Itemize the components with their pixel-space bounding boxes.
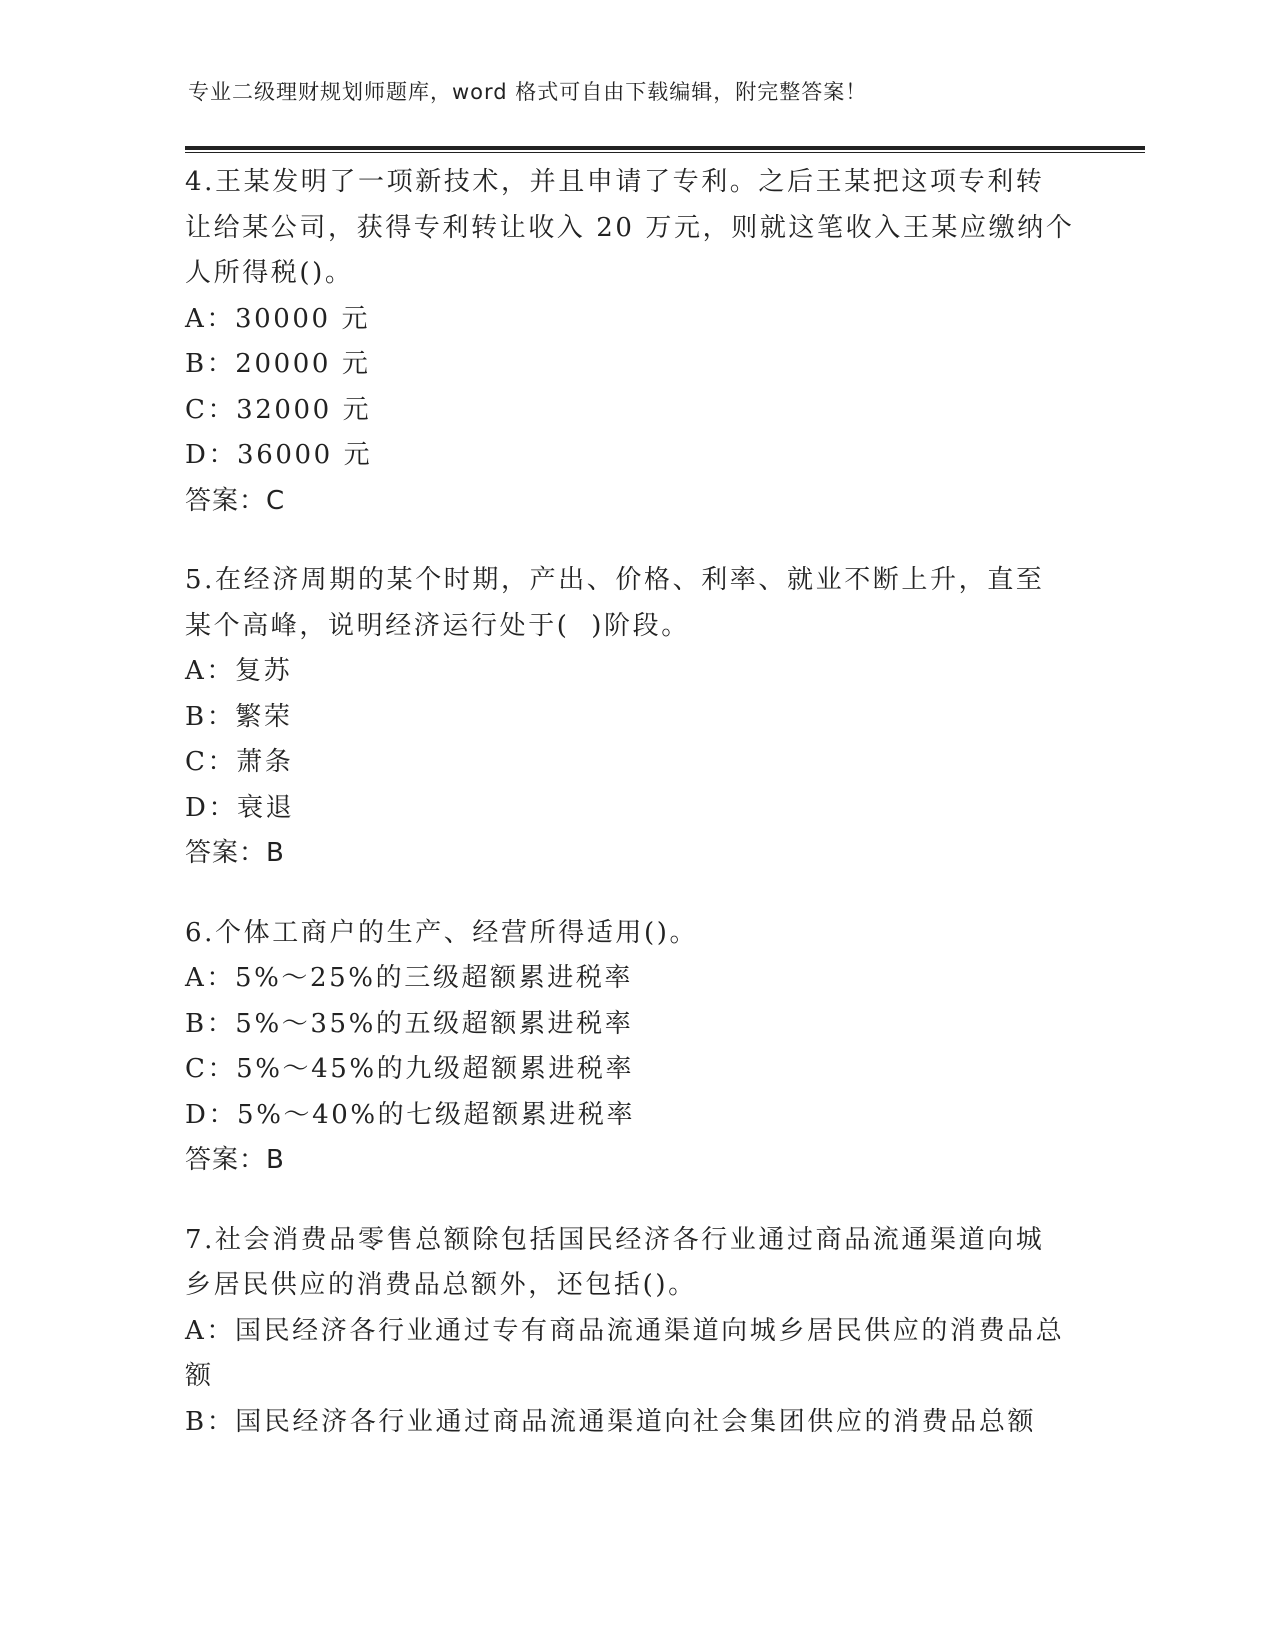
option-d: D：36000 元 bbox=[185, 440, 373, 470]
answer-label: 答案：C bbox=[185, 485, 286, 516]
question-stem: 人所得税()。 bbox=[185, 258, 354, 288]
question-5 bbox=[185, 558, 1085, 877]
option-a: A：国民经济各行业通过专有商品流通渠道向城乡居民供应的消费品总 bbox=[185, 1315, 1065, 1346]
question-4 bbox=[185, 160, 1085, 524]
option-a: A：复苏 bbox=[185, 656, 293, 686]
answer-label: 答案：B bbox=[185, 1145, 285, 1175]
option-d: D：衰退 bbox=[185, 792, 295, 823]
header-rule-thick bbox=[185, 146, 1145, 150]
option-a: A：5%～25%的三级超额累进税率 bbox=[185, 963, 634, 993]
answer-label: 答案：B bbox=[185, 838, 285, 868]
option-b: B：20000 元 bbox=[185, 349, 371, 379]
option-c: C：32000 元 bbox=[185, 394, 372, 425]
option-b: B：5%～35%的五级超额累进税率 bbox=[185, 1008, 634, 1039]
option-a: A：30000 元 bbox=[185, 303, 371, 334]
question-stem: 6.个体工商户的生产、经营所得适用()。 bbox=[185, 917, 699, 948]
option-a-continued: 额 bbox=[185, 1361, 214, 1391]
question-stem: 7.社会消费品零售总额除包括国民经济各行业通过商品流通渠道向城 bbox=[185, 1224, 1045, 1255]
option-c: C：5%～45%的九级超额累进税率 bbox=[185, 1054, 635, 1084]
option-c: C：萧条 bbox=[185, 747, 294, 777]
question-stem: 某个高峰，说明经济运行处于( )阶段。 bbox=[185, 610, 690, 641]
question-stem: 4.王某发明了一项新技术，并且申请了专利。之后王某把这项专利转 bbox=[185, 167, 1045, 197]
question-stem: 5.在经济周期的某个时期，产出、价格、利率、就业不断上升，直至 bbox=[185, 565, 1045, 595]
option-b: B：繁荣 bbox=[185, 701, 293, 732]
option-b: B：国民经济各行业通过商品流通渠道向社会集团供应的消费品总额 bbox=[185, 1406, 1037, 1437]
question-stem: 乡居民供应的消费品总额外，还包括()。 bbox=[185, 1270, 697, 1300]
question-6 bbox=[185, 911, 1085, 1184]
question-stem: 让给某公司，获得专利转让收入 20 万元，则就这笔收入王某应缴纳个 bbox=[185, 212, 1075, 243]
option-d: D：5%～40%的七级超额累进税率 bbox=[185, 1099, 636, 1130]
question-7 bbox=[185, 1218, 1085, 1446]
header-rule-thin bbox=[185, 152, 1145, 153]
page-header: 专业二级理财规划师题库，word 格式可自由下载编辑，附完整答案！ bbox=[188, 80, 868, 104]
question-list bbox=[185, 160, 1085, 1479]
